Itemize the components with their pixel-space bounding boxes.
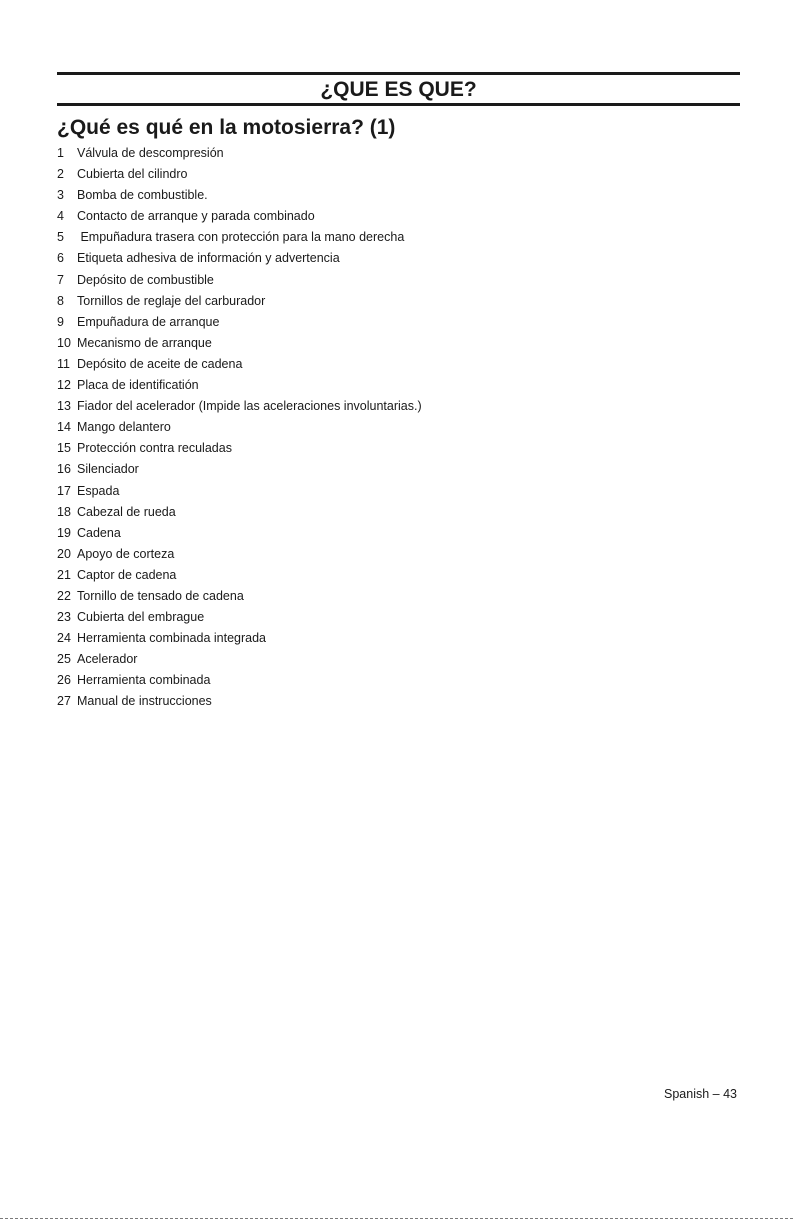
list-item-label: Cabezal de rueda (77, 504, 176, 519)
list-item-label: Protección contra reculadas (77, 441, 232, 456)
list-item-number: 13 (57, 399, 71, 414)
list-item-label: Manual de instrucciones (77, 694, 212, 709)
list-item-number: 24 (57, 631, 71, 646)
list-item-number: 23 (57, 610, 71, 625)
section-title: ¿QUE ES QUE? (320, 78, 477, 101)
list-item (57, 354, 422, 375)
list-item-number: 6 (57, 251, 64, 266)
list-item (57, 417, 422, 438)
list-item-number: 20 (57, 546, 71, 561)
list-item-label: Apoyo de corteza (77, 546, 175, 561)
list-item (57, 312, 422, 333)
list-item (57, 670, 422, 691)
list-item-number: 15 (57, 441, 71, 456)
list-item (57, 291, 422, 312)
list-item-number: 2 (57, 167, 64, 182)
list-item-label: Cadena (77, 525, 121, 540)
list-item-label: Espada (77, 483, 120, 498)
list-item-number: 19 (57, 525, 71, 540)
header-rule-bottom (57, 103, 740, 106)
list-item (57, 206, 422, 227)
list-item-number: 14 (57, 420, 71, 435)
list-item-number: 17 (57, 483, 71, 498)
list-item-number: 21 (57, 567, 71, 582)
list-item (57, 185, 422, 206)
list-item (57, 375, 422, 396)
list-item (57, 481, 422, 502)
list-item (57, 523, 422, 544)
list-item (57, 586, 422, 607)
list-item-number: 3 (57, 188, 64, 203)
list-item-label: Depósito de aceite de cadena (77, 356, 243, 371)
page-heading: ¿Qué es qué en la motosierra? (1) (57, 116, 396, 139)
list-item-label: Contacto de arranque y parada combinado (77, 209, 315, 224)
list-item (57, 607, 422, 628)
list-item (57, 565, 422, 586)
list-item-label: Herramienta combinada (77, 673, 211, 688)
list-item-label: Bomba de combustible. (77, 188, 208, 203)
list-item-number: 7 (57, 272, 64, 287)
list-item-number: 25 (57, 652, 71, 667)
list-item-label: Depósito de combustible (77, 272, 214, 287)
list-item-number: 10 (57, 335, 71, 350)
list-item (57, 248, 422, 269)
list-item (57, 691, 422, 712)
list-item-label: Herramienta combinada integrada (77, 631, 266, 646)
list-item-label: Cubierta del embrague (77, 610, 205, 625)
list-item-label: Fiador del acelerador (Impide las aceleraciones involuntarias.) (77, 399, 422, 414)
list-item-label: Válvula de descompresión (77, 146, 224, 160)
list-item (57, 227, 422, 248)
list-item-number: 26 (57, 673, 71, 688)
list-item-number: 27 (57, 694, 71, 709)
list-item-label: Mecanismo de arranque (77, 335, 212, 350)
list-item-label: Etiqueta adhesiva de información y advertencia (77, 251, 340, 266)
list-item (57, 164, 422, 185)
list-item-number: 11 (57, 356, 70, 371)
list-item (57, 438, 422, 459)
list-item-number: 8 (57, 293, 64, 308)
list-item (57, 628, 422, 649)
list-item (57, 649, 422, 670)
list-item-label: Empuñadura de arranque (77, 314, 220, 329)
list-item-number: 16 (57, 462, 71, 477)
list-item-number: 1 (57, 146, 64, 160)
list-item (57, 333, 422, 354)
list-item-number: 18 (57, 504, 71, 519)
list-item-label: Acelerador (77, 652, 138, 667)
list-item (57, 502, 422, 523)
list-item-number: 12 (57, 378, 71, 393)
page-edge-rule (0, 1218, 793, 1219)
page-number: Spanish – 43 (664, 1087, 737, 1101)
list-item-label: Captor de cadena (77, 567, 177, 582)
list-item-label: Cubierta del cilindro (77, 167, 188, 182)
list-item-label: Empuñadura trasera con protección para la mano derecha (77, 230, 405, 245)
list-item (57, 544, 422, 565)
list-item-number: 4 (57, 209, 64, 224)
list-item-label: Placa de identificatión (77, 378, 199, 393)
list-item-label: Mango delantero (77, 420, 171, 435)
list-item-label: Tornillo de tensado de cadena (77, 588, 244, 603)
list-item (57, 459, 422, 480)
list-item-number: 5 (57, 230, 64, 245)
list-item-label: Tornillos de reglaje del carburador (77, 293, 266, 308)
list-item (57, 143, 422, 164)
list-item (57, 270, 422, 291)
list-item-number: 22 (57, 588, 71, 603)
list-item (57, 396, 422, 417)
parts-list (57, 143, 422, 713)
header-rule-top (57, 72, 740, 75)
list-item-label: Silenciador (77, 462, 139, 477)
list-item-number: 9 (57, 314, 64, 329)
